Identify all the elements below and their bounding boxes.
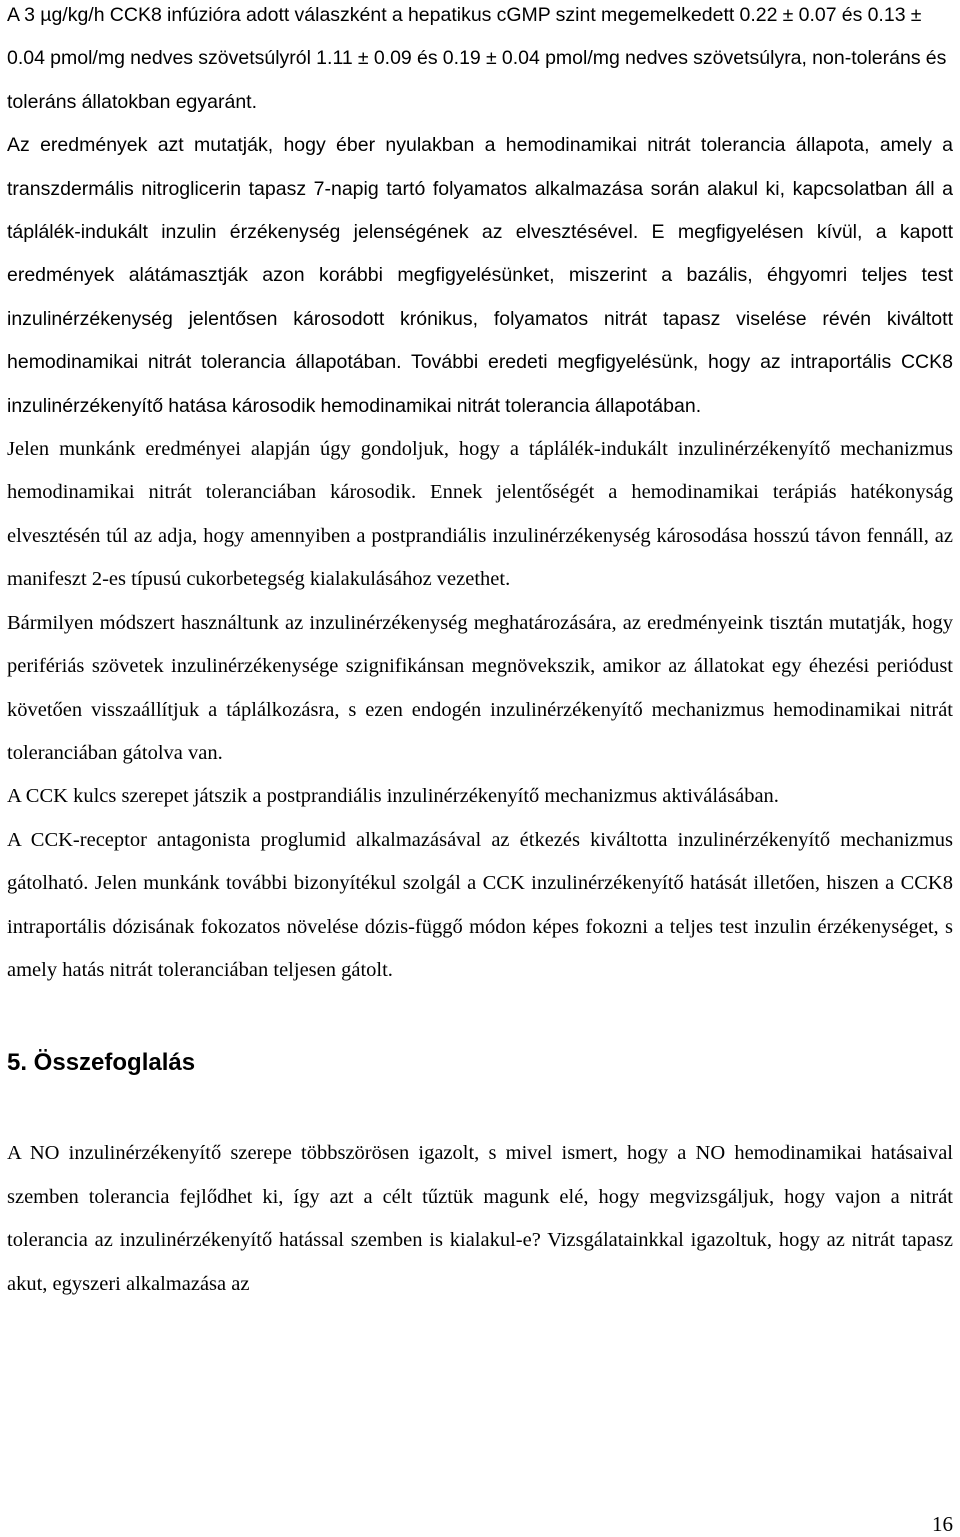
document-page (7, 0, 953, 1306)
section-heading-summary: 5. Összefoglalás (7, 1049, 196, 1077)
results-paragraph-nitrate-tolerance: Az eredmények azt mutatják, hogy éber nyulakban a hemodinamikai nitrát tolerancia állapota, amely a transzdermális nitroglicerin tapasz 7-napig tartó folyamatos alkalmazása során alakul ki, kapcsolatban áll a táplálék-indukált inzulin érzékenység jelenségének az elvesztésével. E megfigyelésen kívül, a kapott eredmények alátámasztják azon korábbi megfigyelésünket, miszerint a bazális, éhgyomri teljes test inzulinérzékenység jelentősen károsodott krónikus, folyamatos nitrát tapasz viselése révén kiváltott hemodinamikai nitrát tolerancia állapotában. További eredeti megfigyelésünk, hogy az intraportális CCK8 inzulinérzékenyítő hatása károsodik hemodinamikai nitrát tolerancia állapotában. (7, 134, 953, 417)
page-number: 16 (932, 1512, 953, 1536)
results-paragraph-insulin-sensitizing: Jelen munkánk eredményei alapján úgy gondoljuk, hogy a táplálék-indukált inzulinérzékenyítő mechanizmus hemodinamikai nitrát toleranciában károsodik. Ennek jelentőségét a hemodinamikai terápiás hatékonyság elvesztésén túl az adja, hogy amennyiben a postprandiális inzulinérzékenység károsodása hosszú távon fennáll, az manifeszt 2-es típusú cukorbetegség kialakulásához vezethet. (7, 438, 953, 591)
summary-paragraph: A NO inzulinérzékenyítő szerepe többszörösen igazolt, s mivel ismert, hogy a NO hemodinamikai hatásaival szemben tolerancia fejlődhet ki, így azt a célt tűztük magunk elé, hogy megvizsgáljuk, hogy vajon a nitrát tolerancia az inzulinérzékenyítő hatással szemben is kialakul-e? Vizsgálatainkkal igazoltuk, hogy az nitrát tapasz akut, egyszeri alkalmazása az (7, 1142, 953, 1295)
results-paragraph-cgmp: A 3 µg/kg/h CCK8 infúzióra adott válaszként a hepatikus cGMP szint megemelkedett 0.22 ± 0.07 és 0.13 ± 0.04 pmol/mg nedves szövetsúlyról 1.11 ± 0.09 és 0.19 ± 0.04 pmol/mg nedves szövetsúlyra, non-toleráns és toleráns állatokban egyaránt. (7, 4, 947, 113)
results-paragraph-peripheral-tissues: Bármilyen módszert használtunk az inzulinérzékenység meghatározására, az eredményeink tisztán mutatják, hogy perifériás szövetek inzulinérzékenysége szignifikánsan megnövekszik, amikor az állatokat egy éhezési periódust követően visszaállítjuk a táplálkozásra, s ezen endogén inzulinérzékenyítő mechanizmus hemodinamikai nitrát toleranciában gátolva van. (7, 611, 953, 764)
results-paragraph-cck-key-role: A CCK kulcs szerepet játszik a postprandiális inzulinérzékenyítő mechanizmus aktiválásában. (7, 785, 779, 808)
results-paragraph-proglumide: A CCK-receptor antagonista proglumid alkalmazásával az étkezés kiváltotta inzulinérzékenyítő mechanizmus gátolható. Jelen munkánk további bizonyítékul szolgál a CCK inzulinérzékenyítő hatását illetően, hiszen a CCK8 intraportális dózisának fokozatos növelése dózis-függő módon képes fokozni a teljes test inzulin érzékenységet, s amely hatás nitrát toleranciában teljesen gátolt. (7, 828, 953, 981)
